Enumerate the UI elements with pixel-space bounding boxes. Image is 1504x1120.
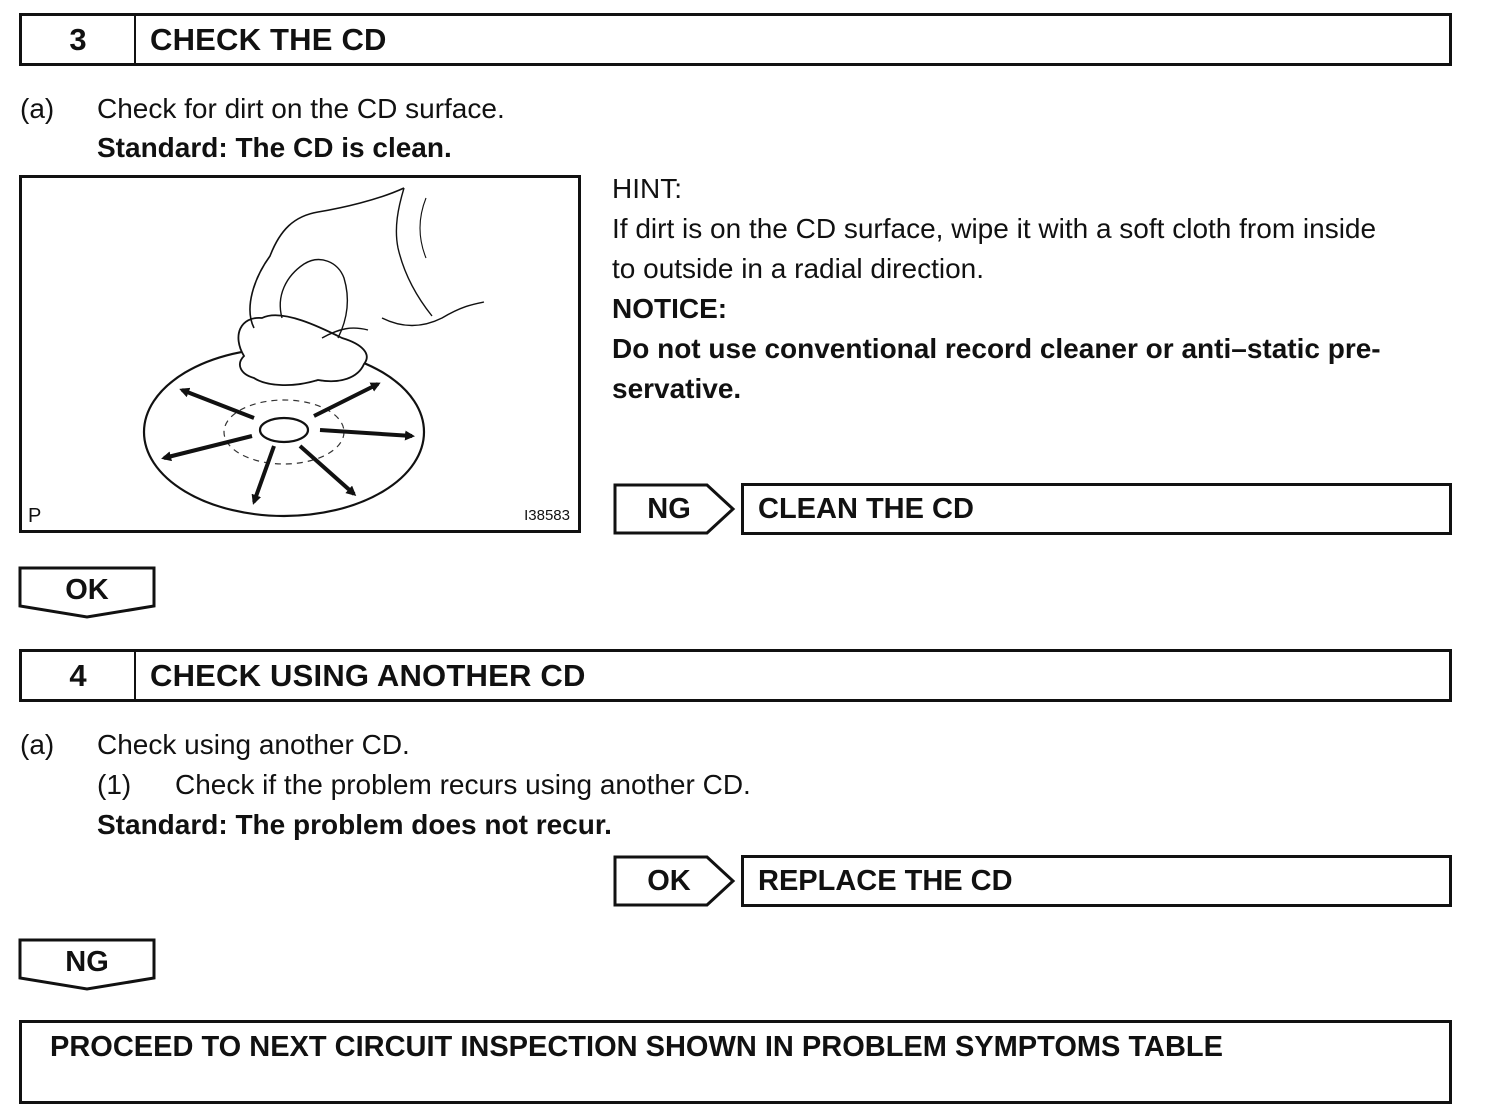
step-3-title: CHECK THE CD bbox=[150, 21, 387, 57]
step-4-ok-result: REPLACE THE CD bbox=[741, 855, 1452, 907]
step-3-standard: Standard: The CD is clean. bbox=[97, 132, 452, 163]
notice-line-1: Do not use conventional record cleaner or anti–static pre- bbox=[612, 333, 1381, 364]
step-4-item-a-marker: (a) bbox=[20, 729, 55, 760]
step-4-title: CHECK USING ANOTHER CD bbox=[150, 657, 586, 693]
final-instruction: PROCEED TO NEXT CIRCUIT INSPECTION SHOWN IN PROBLEM SYMPTOMS TABLE bbox=[19, 1020, 1452, 1104]
hint-line-1: If dirt is on the CD surface, wipe it with a soft cloth from inside bbox=[612, 213, 1377, 244]
step-4-item-a-text: Check using another CD. bbox=[97, 729, 410, 760]
figure-left-label: P bbox=[28, 505, 42, 527]
step-4-sub1-text: Check if the problem recurs using another CD. bbox=[175, 769, 751, 800]
hint-line-2: to outside in a radial direction. bbox=[612, 253, 984, 284]
step-4-ok-label: OK bbox=[647, 864, 691, 897]
cd-wipe-illustration-icon bbox=[22, 178, 578, 530]
step-3-item-a-marker: (a) bbox=[20, 93, 55, 124]
step-3-header bbox=[19, 13, 1452, 66]
step-3-number: 3 bbox=[22, 16, 136, 63]
hint-label: HINT: bbox=[612, 173, 682, 204]
step-4-sub1-marker: (1) bbox=[97, 769, 132, 800]
step-4-ng-label: NG bbox=[65, 945, 109, 978]
notice-line-2: servative. bbox=[612, 373, 742, 404]
notice-label: NOTICE: bbox=[612, 293, 728, 324]
step-4-number: 4 bbox=[22, 652, 136, 699]
step-4-standard: Standard: The problem does not recur. bbox=[97, 809, 612, 840]
step-3-ng-result: CLEAN THE CD bbox=[741, 483, 1452, 535]
step-4-header bbox=[19, 649, 1452, 702]
figure-id-label: I38583 bbox=[524, 507, 570, 524]
step-3-ng-label: NG bbox=[647, 492, 691, 525]
cd-cleaning-illustration bbox=[19, 175, 581, 533]
step-3-ok-label: OK bbox=[65, 573, 109, 606]
step-3-item-a-text: Check for dirt on the CD surface. bbox=[97, 93, 505, 124]
